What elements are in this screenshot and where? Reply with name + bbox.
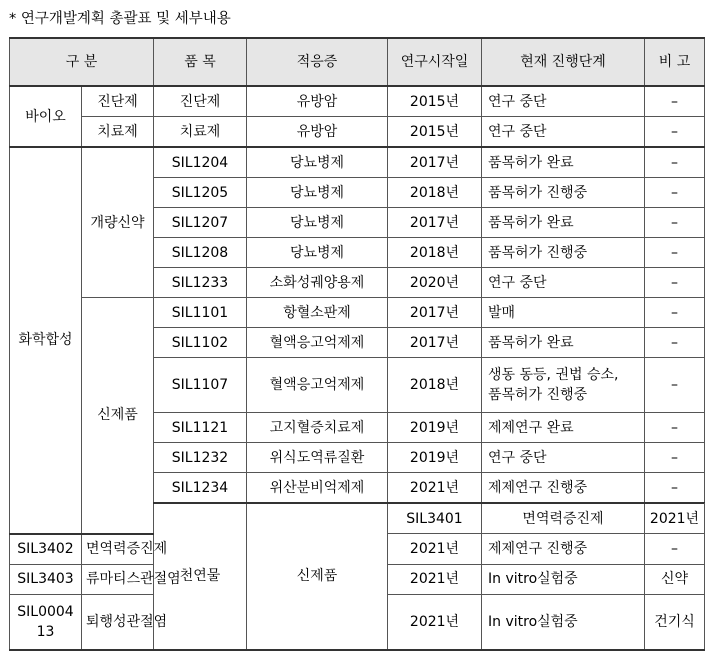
cell-stage — [482, 358, 645, 413]
cell-note: – — [645, 268, 705, 298]
cell-item: SIL3403 — [10, 564, 82, 594]
cell-indication: 위식도역류질환 — [247, 443, 388, 473]
subgroup-bio-diag: 진단제 — [82, 86, 154, 117]
cell-item: SIL1207 — [154, 208, 247, 238]
cell-stage: 연구 중단 — [482, 86, 645, 117]
cell-item — [10, 594, 82, 650]
cell-year: 2019년 — [388, 443, 482, 473]
cell-year: 2015년 — [388, 117, 482, 148]
cell-indication: 유방암 — [247, 86, 388, 117]
cell-indication: 당뇨병제 — [247, 147, 388, 178]
rnd-plan-table — [9, 37, 705, 651]
header-indication: 적응증 — [247, 38, 388, 86]
table-row — [10, 298, 705, 328]
cell-year: 2018년 — [388, 238, 482, 268]
subgroup-chem-new: 신제품 — [82, 298, 154, 534]
table-caption: * 연구개발계획 총괄표 및 세부내용 — [9, 11, 231, 27]
group-chem: 화학합성 — [10, 147, 82, 534]
cell-item: SIL3402 — [10, 534, 82, 565]
cell-year: 2021년 — [388, 534, 482, 565]
cell-stage: 제제연구 진행중 — [482, 534, 645, 565]
table-row — [10, 86, 705, 117]
header-note: 비 고 — [645, 38, 705, 86]
cell-note: – — [645, 443, 705, 473]
cell-item: 치료제 — [154, 117, 247, 148]
cell-note: – — [645, 328, 705, 358]
item-line: SIL0004 — [17, 603, 74, 620]
cell-indication: 소화성궤양용제 — [247, 268, 388, 298]
cell-stage: 제제연구 완료 — [482, 413, 645, 443]
cell-stage: 품목허가 완료 — [482, 147, 645, 178]
cell-item: SIL1234 — [154, 473, 247, 504]
table-row — [10, 117, 705, 148]
cell-year: 2021년 — [388, 594, 482, 650]
cell-indication: 당뇨병제 — [247, 178, 388, 208]
cell-stage: In vitro실험중 — [482, 564, 645, 594]
cell-indication: 항혈소판제 — [247, 298, 388, 328]
stage-line: 품목허가 진행중 — [488, 387, 588, 403]
cell-stage: 품목허가 진행중 — [482, 178, 645, 208]
cell-indication: 퇴행성관절염 — [82, 594, 154, 650]
cell-year: 2019년 — [388, 413, 482, 443]
cell-item: SIL1107 — [154, 358, 247, 413]
cell-item: SIL3401 — [388, 503, 482, 534]
header-start-year: 연구시작일 — [388, 38, 482, 86]
cell-year: 2021년 — [388, 564, 482, 594]
subgroup-chem-improved: 개량신약 — [82, 147, 154, 298]
subgroup-bio-ther: 치료제 — [82, 117, 154, 148]
group-bio: 바이오 — [10, 86, 82, 147]
cell-note: – — [645, 298, 705, 328]
cell-item: SIL1204 — [154, 147, 247, 178]
stage-line: 생동 동등, 권법 승소, — [488, 367, 619, 383]
cell-year: 2021년 — [388, 473, 482, 504]
subgroup-natural-new: 신제품 — [247, 503, 388, 650]
cell-note: – — [645, 117, 705, 148]
cell-item: SIL1102 — [154, 328, 247, 358]
cell-note: – — [645, 147, 705, 178]
cell-stage: 발매 — [482, 298, 645, 328]
cell-item: SIL1121 — [154, 413, 247, 443]
table-row — [10, 147, 705, 178]
cell-year: 2017년 — [388, 208, 482, 238]
cell-note: – — [645, 238, 705, 268]
cell-year: 2015년 — [388, 86, 482, 117]
cell-item: SIL1232 — [154, 443, 247, 473]
cell-year: 2017년 — [388, 147, 482, 178]
cell-stage: 품목허가 진행중 — [482, 238, 645, 268]
cell-stage: 연구 중단 — [482, 268, 645, 298]
cell-item: 진단제 — [154, 86, 247, 117]
cell-note: – — [645, 358, 705, 413]
cell-indication: 혈액응고억제제 — [247, 358, 388, 413]
cell-note: – — [645, 473, 705, 504]
cell-note: 건기식 — [645, 594, 705, 650]
cell-indication: 당뇨병제 — [247, 208, 388, 238]
cell-indication: 면역력증진제 — [482, 503, 645, 534]
cell-stage: 품목허가 완료 — [482, 208, 645, 238]
cell-stage: 제제연구 진행중 — [482, 473, 645, 504]
header-stage: 현재 진행단계 — [482, 38, 645, 86]
cell-indication: 혈액응고억제제 — [247, 328, 388, 358]
cell-stage: 연구 중단 — [482, 117, 645, 148]
cell-year: 2018년 — [388, 178, 482, 208]
cell-note: – — [645, 208, 705, 238]
cell-indication: 유방암 — [247, 117, 388, 148]
cell-stage: 연구 중단 — [482, 443, 645, 473]
header-category: 구 분 — [10, 38, 154, 86]
cell-stage: 품목허가 완료 — [482, 328, 645, 358]
cell-note: – — [645, 534, 705, 565]
cell-note: – — [645, 86, 705, 117]
cell-year: 2020년 — [388, 268, 482, 298]
header-item: 품 목 — [154, 38, 247, 86]
cell-indication: 면역력증진제 — [82, 534, 154, 565]
group-natural: 천연물 — [154, 503, 247, 650]
cell-indication: 위산분비억제제 — [247, 473, 388, 504]
cell-year: 2018년 — [388, 358, 482, 413]
cell-year: 2017년 — [388, 328, 482, 358]
cell-item: SIL1208 — [154, 238, 247, 268]
item-line: 13 — [36, 623, 55, 640]
cell-note: – — [645, 413, 705, 443]
cell-item: SIL1233 — [154, 268, 247, 298]
cell-stage: In vitro실험중 — [482, 594, 645, 650]
cell-note: 신약 — [645, 564, 705, 594]
cell-indication: 당뇨병제 — [247, 238, 388, 268]
cell-note: – — [645, 178, 705, 208]
cell-indication: 고지혈증치료제 — [247, 413, 388, 443]
cell-item: SIL1101 — [154, 298, 247, 328]
cell-indication: 류마티스관절염 — [82, 564, 154, 594]
header-row — [10, 38, 705, 86]
cell-year: 2021년 — [645, 503, 705, 534]
cell-item: SIL1205 — [154, 178, 247, 208]
cell-year: 2017년 — [388, 298, 482, 328]
